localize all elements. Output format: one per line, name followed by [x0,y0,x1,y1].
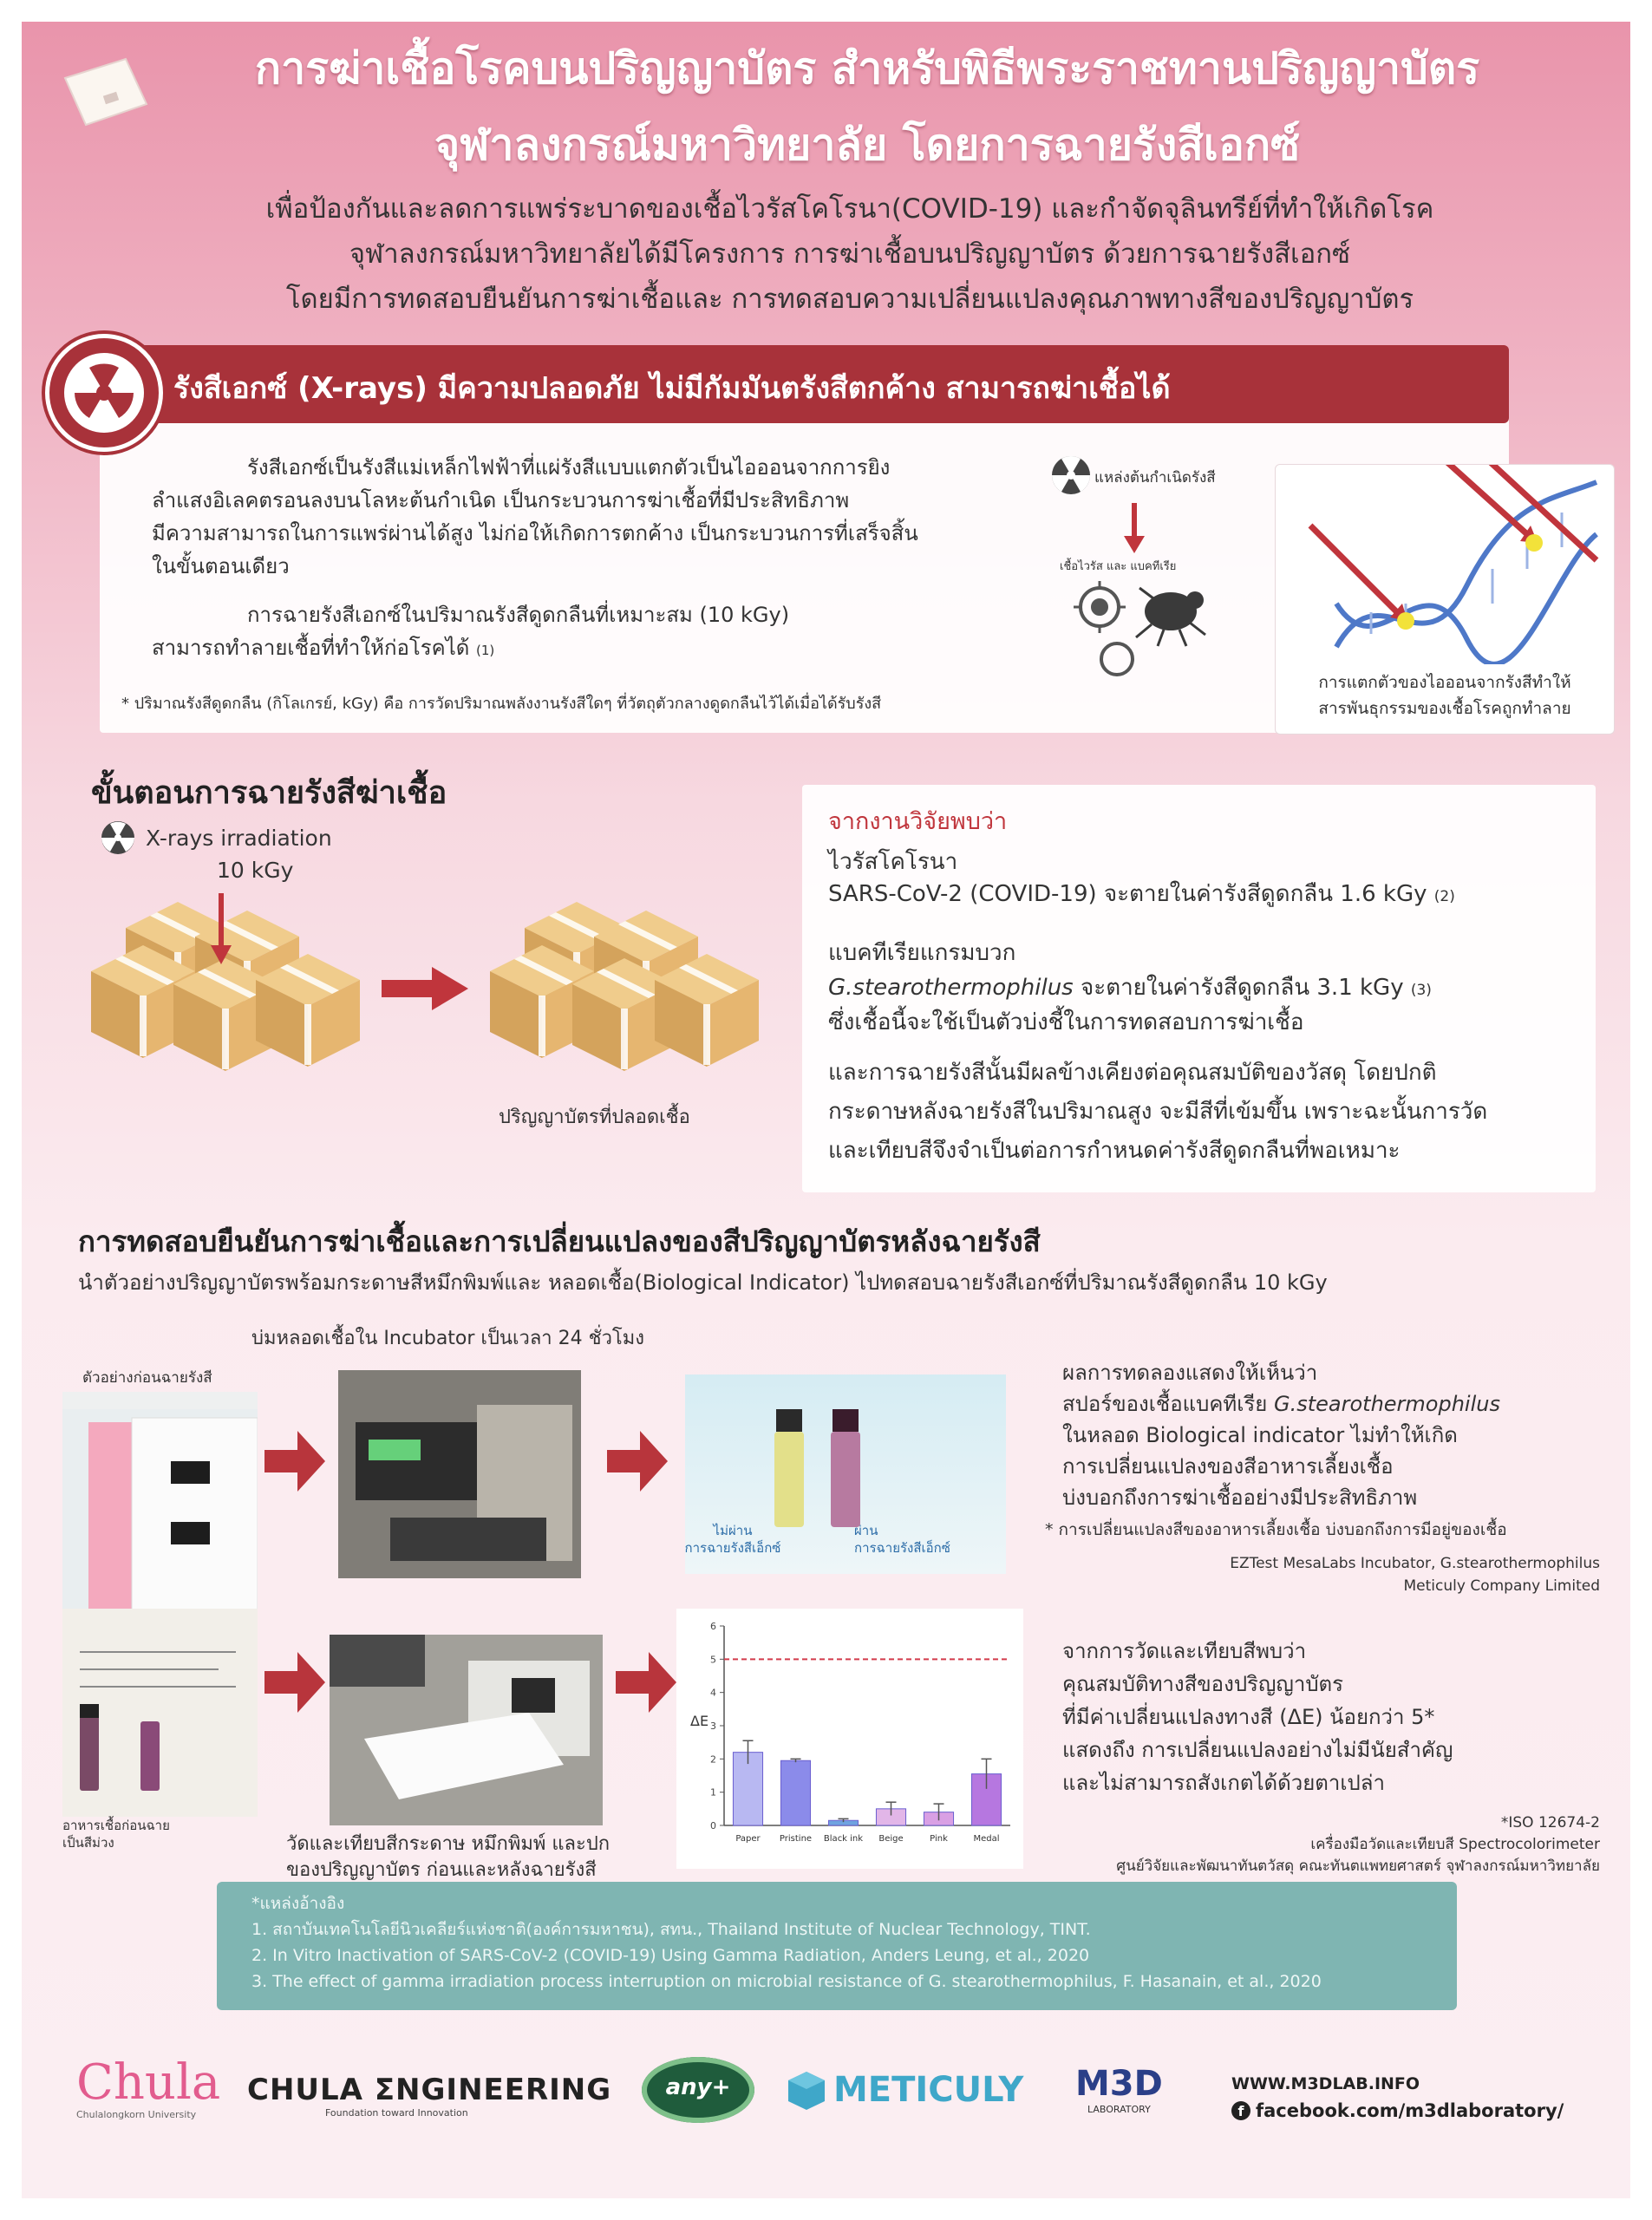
test-arrow-4 [616,1652,676,1716]
meticuly-cube-icon [785,2068,828,2112]
contact [1231,2074,1564,2121]
text-line: ลำแสงอิเลคตรอนลงบนโลหะต้นกำเนิด เป็นกระบวนการฆ่าเชื้อที่มีประสิทธิภาพ [152,488,850,513]
text-line: ศูนย์วิจัยและพัฒนาทันตวัสดุ คณะทันตแพทยศาสตร์ จุฬาลงกรณ์มหาวิทยาลัย [1116,1858,1600,1875]
text-line: เป็นสีม่วง [62,1835,114,1851]
process-heading: ขั้นตอนการฉายรังสีฆ่าเชื้อ [91,775,447,811]
text-line: EZTest MesaLabs Incubator, G.stearothermophilus [1230,1555,1600,1572]
bar [780,1760,810,1825]
result-2-credit [1006,1812,1600,1877]
test-arrow-2 [607,1431,668,1495]
bacteria-text [828,971,1432,1007]
germs-label: เชื้อไวรัส และ แบคทีเรีย [1060,560,1177,573]
text-line: จากการวัดและเทียบสีพบว่า [1062,1639,1307,1663]
intro-line: จุฬาลงกรณ์มหาวิทยาลัยได้มีโครงการ การฆ่าเชื้อบนปริญญาบัตร ด้วยการฉายรังสีเอกซ์ [349,238,1351,270]
research-heading: จากงานวิจัยพบว่า [828,808,1008,835]
sample-photo [62,1392,258,1817]
tube-left-label [668,1522,798,1557]
medium-label [62,1817,170,1851]
text-line: ในหลอด Biological indicator ไม่ทำให้เกิด [1062,1423,1458,1447]
title-line-2: จุฬาลงกรณ์มหาวิทยาลัย โดยการฉายรังสีเอกซ์ [434,120,1301,170]
boxes-after [481,893,776,1084]
test-arrow-1 [264,1431,325,1495]
species-name: G.stearothermophilus [1274,1392,1500,1416]
irradiation-label: X-rays irradiation [146,826,332,851]
text-line: สามารถทำลายเชื้อที่ทำให้ก่อโรคได้ [152,636,470,660]
xray-paragraph-1 [152,451,1019,583]
anyplus-logo-text: any+ [665,2074,731,2100]
measure-label [286,1832,610,1884]
biological-indicator-photo [685,1374,1006,1574]
reference-item: 3. The effect of gamma irradiation process interruption on microbial resistance of G. stearothermophilus, F. Hasanain, et al., 2020 [251,1972,1322,1991]
y-tick-label: 3 [710,1720,716,1732]
dna-image [1275,464,1615,735]
species-name: G.stearothermophilus [828,975,1074,1001]
text-line: รังสีเอกซ์เป็นรังสีแม่เหล็กไฟฟ้าที่แผ่รังสีแบบแตกตัวเป็นไอออนจากการยิง [247,455,891,480]
result-1-credit [1179,1552,1600,1597]
m3d-logo [1075,2064,1163,2115]
chula-logo [76,2054,221,2120]
intro-line: โดยมีการทดสอบยืนยันการฆ่าเชื้อและ การทดสอบความเปลี่ยนแปลงคุณภาพทางสีของปริญญาบัตร [285,284,1414,315]
facebook-icon: f [1231,2101,1250,2120]
delta-e-chart-svg [676,1609,1023,1869]
incubate-label: บ่มหลอดเชื้อใน Incubator เป็นเวลา 24 ชั่วโมง [251,1328,644,1349]
intro-text [113,186,1587,322]
text-line: การฉายรังสีเอ็กซ์ [854,1540,950,1556]
y-tick-label: 2 [710,1753,716,1766]
m3d-logo-sub: LABORATORY [1087,2104,1151,2115]
meticuly-logo [785,2068,1023,2112]
text-line: คุณสมบัติทางสีของปริญญาบัตร [1062,1672,1344,1696]
text-line: ไม่ผ่าน [713,1523,753,1538]
text-line: กระดาษหลังฉายรังสีในปริมาณสูง จะมีสีที่เข้มขึ้น เพราะฉะนั้นการวัด [828,1099,1488,1125]
title-line-1: การฆ่าเชื้อโรคบนปริญญาบัตร สำหรับพิธีพระราชทานปริญญาบัตร [254,43,1480,94]
text-line: วัดและเทียบสีกระดาษ หมึกพิมพ์ และปก [286,1833,611,1855]
meticuly-logo-text: METICULY [833,2070,1024,2110]
ref-mark: (1) [476,643,495,658]
text-line: สปอร์ของเชื้อแบคทีเรีย [1062,1392,1274,1416]
engineering-logo-sub: Foundation toward Innovation [325,2107,468,2119]
website-link[interactable]: WWW.M3DLAB.INFO [1231,2074,1420,2093]
y-tick-label: 0 [710,1820,716,1832]
result-1-note: * การเปลี่ยนแปลงสีของอาหารเลี้ยงเชื้อ บ่งบอกถึงการมีอยู่ของเชื้อ [1045,1520,1507,1539]
text-line: ผ่าน [854,1523,878,1538]
references-title: *แหล่งอ้างอิง [251,1894,345,1913]
x-tick-label: Beige [878,1834,904,1844]
text-line: *ISO 12674-2 [1500,1814,1600,1832]
ref-mark: (2) [1433,888,1455,905]
delta-e-chart [676,1609,1023,1869]
x-tick-label: Medal [973,1834,1000,1844]
text-line: มีความสามารถในการแพร่ผ่านได้สูง ไม่ก่อให้เกิดการตกค้าง เป็นกระบวนการที่เสร็จสิ้น [152,521,918,545]
text-line: การฉายรังสีเอ็กซ์ [684,1540,781,1556]
y-tick-label: 4 [710,1687,716,1699]
sample-label: ตัวอย่างก่อนฉายรังสี [82,1369,212,1387]
text-line: เครื่องมือวัดและเทียบสี Spectrocolorimeter [1310,1836,1600,1853]
tube-right-label [854,1522,984,1557]
process-arrow [382,967,468,1014]
intro-line: เพื่อป้องกันและลดการแพร่ระบาดของเชื้อไวรัสโคโรนา(COVID-19) และกำจัดจุลินทรีย์ที่ทำให้เกิดโรค [265,193,1434,225]
radiation-icon [49,338,159,447]
text-line: การฉายรังสีเอกซ์ในปริมาณรังสีดูดกลืนที่เหมาะสม (10 kGy) [247,603,790,627]
text-line: และการฉายรังสีนั้นมีผลข้างเคียงต่อคุณสมบัติของวัสดุ โดยปกติ [828,1060,1437,1086]
text-line: การแตกตัวของไอออนจากรังสีทำให้ [1318,673,1571,692]
text-line: และไม่สามารถสังเกตได้ด้วยตาเปล่า [1062,1771,1385,1795]
x-tick-label: Pink [930,1834,948,1844]
x-tick-label: Black ink [823,1834,864,1844]
facebook-link[interactable]: facebook.com/m3dlaboratory/ [1256,2100,1564,2121]
page-title [147,30,1587,183]
result-2 [1062,1635,1453,1799]
xray-banner-text: รังสีเอกซ์ (X-rays) มีความปลอดภัย ไม่มีกัมมันตรังสีตกค้าง สามารถฆ่าเชื้อได้ [173,371,1171,406]
text-line: SARS-CoV-2 (COVID-19) จะตายในค่ารังสีดูดกลืน 1.6 kGy [828,881,1427,907]
text-line: และเทียบสีจึงจำเป็นต่อการกำหนดค่ารังสีดูดกลืนที่พอเหมาะ [828,1138,1401,1164]
xray-paragraph-2 [152,598,1019,667]
virus-title: ไวรัสโคโรนา [828,849,958,875]
text-line: จะตายในค่ารังสีดูดกลืน 3.1 kGy [1073,975,1404,1001]
test-arrow-3 [264,1652,325,1716]
text-line: บ่งบอกถึงการฆ่าเชื้ออย่างมีประสิทธิภาพ [1062,1485,1418,1510]
text-line: การเปลี่ยนแปลงของสีอาหารเลี้ยงเชื้อ [1062,1454,1394,1479]
facebook-row [1231,2100,1564,2121]
dna-caption [1276,669,1614,722]
text-line: แสดงถึง การเปลี่ยนแปลงอย่างไม่มีนัยสำคัญ [1062,1738,1453,1762]
text-line: ในขั้นตอนเดียว [152,554,290,578]
virus-text [828,878,1455,913]
references [251,1890,1448,1995]
dose-label: 10 kGy [217,858,294,883]
text-line: ของปริญญาบัตร ก่อนและหลังฉายรังสี [286,1859,597,1881]
sterile-caption: ปริญญาบัตรที่ปลอดเชื้อ [499,1107,690,1128]
radiation-badge [45,334,163,452]
incubator-photo [338,1370,581,1578]
diploma-icon [56,52,152,130]
bacteria-note: ซึ่งเชื้อนี้จะใช้เป็นตัวบ่งชี้ในการทดสอบการฆ่าเชื้อ [828,1009,1304,1035]
text-line: สารพันธุกรรมของเชื้อโรคถูกทำลาย [1318,699,1571,718]
text-line: ที่มีค่าเปลี่ยนแปลงทางสี (ΔE) น้อยกว่า 5* [1062,1705,1435,1729]
x-tick-label: Pristine [779,1834,813,1844]
x-tick-label: Paper [735,1834,761,1844]
y-axis-label: ΔE [690,1713,709,1729]
effect-text [828,1054,1487,1171]
test-subtitle: นำตัวอย่างปริญญาบัตรพร้อมกระดาษสีหมึกพิมพ์และ หลอดเชื้อ(Biological Indicator) ไปทดสอบฉายรังสีเอกซ์ที่ปริมาณรังสีดูดกลืน 10 kGy [78,1270,1328,1295]
dose-footnote: * ปริมาณรังสีดูดกลืน (กิโลเกรย์, kGy) คือ การวัดปริมาณพลังงานรังสีใดๆ ที่วัตถุตัวกลางดูดกลืนไว้ได้เมื่อได้รับรังสี [121,695,882,713]
text-line: อาหารเชื้อก่อนฉาย [62,1818,170,1833]
chula-logo-sub: Chulalongkorn University [76,2109,197,2120]
engineering-logo-text: CHULA ΣNGINEERING [247,2073,612,2107]
y-tick-label: 1 [710,1786,716,1799]
reference-item: 2. In Vitro Inactivation of SARS-CoV-2 (COVID-19) Using Gamma Radiation, Anders Leung, et al., 2020 [251,1946,1090,1965]
m3d-logo-text: M3D [1075,2064,1163,2104]
bacteria-title: แบคทีเรียแกรมบวก [828,940,1016,966]
reference-item: 1. สถาบันเทคโนโลยีนิวเคลียร์แห่งชาติ(องค์การมหาชน), สทน., Thailand Institute of Nuclear Technology, TINT. [251,1920,1091,1939]
engineering-logo [247,2073,611,2119]
y-tick-label: 5 [710,1654,716,1666]
spectrocolorimeter-photo [330,1635,603,1825]
result-1 [1062,1357,1500,1513]
source-label: แหล่งต้นกำเนิดรังสี [1094,469,1216,486]
chula-logo-text: Chula [76,2054,221,2111]
text-line: ผลการทดลองแสดงให้เห็นว่า [1062,1361,1318,1385]
ref-mark: (3) [1410,982,1432,999]
text-line: Meticuly Company Limited [1403,1577,1600,1595]
boxes-before [82,893,377,1084]
process-irradiation-icon [100,819,136,859]
anyplus-logo [642,2057,754,2123]
test-heading: การทดสอบยืนยันการฆ่าเชื้อและการเปลี่ยนแปลงของสีปริญญาบัตรหลังฉายรังสี [78,1224,1041,1258]
y-tick-label: 6 [710,1621,716,1632]
